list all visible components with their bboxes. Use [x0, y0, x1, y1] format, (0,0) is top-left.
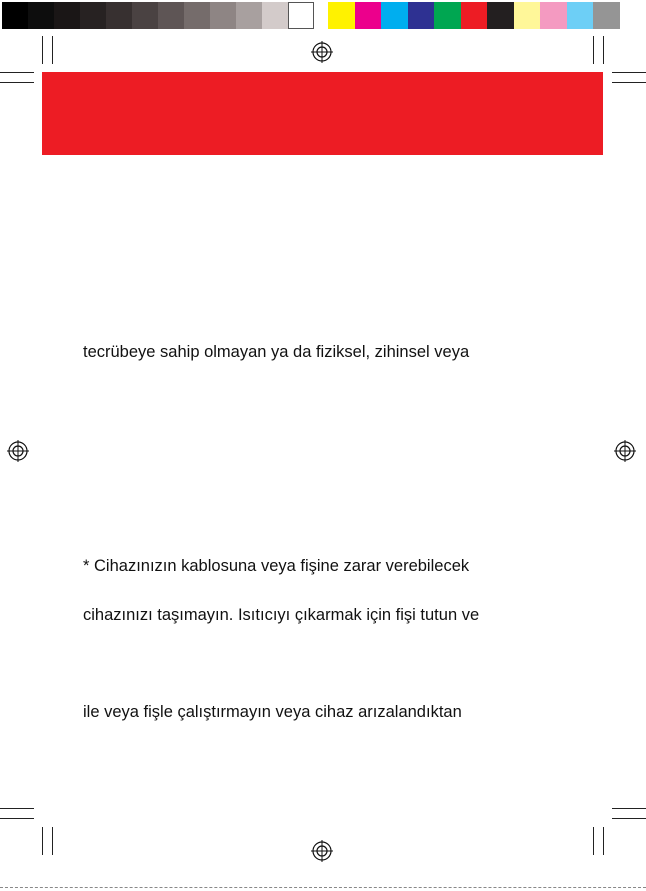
crop-mark: [593, 827, 594, 855]
registration-target-icon: [311, 41, 333, 63]
gray-swatch: [106, 2, 132, 29]
registration-target-icon: [311, 840, 333, 862]
color-swatch: [355, 2, 382, 29]
crop-mark: [593, 36, 594, 64]
crop-mark: [42, 827, 43, 855]
color-swatch: [434, 2, 461, 29]
color-swatch: [328, 2, 355, 29]
color-swatch: [514, 2, 541, 29]
body-text-line: ile veya fişle çalıştırmayın veya cihaz arızalandıktan: [83, 703, 462, 721]
color-swatch: [487, 2, 514, 29]
registration-target-icon: [7, 440, 29, 462]
crop-mark: [0, 82, 34, 83]
color-swatch: [461, 2, 488, 29]
color-swatch: [593, 2, 620, 29]
color-swatch: [381, 2, 408, 29]
body-text-line: tecrübeye sahip olmayan ya da fiziksel, zihinsel veya: [83, 343, 470, 361]
color-swatch: [567, 2, 594, 29]
body-text-line: cihazınızı taşımayın. Isıtıcıyı çıkarmak için fişi tutun ve: [83, 606, 480, 624]
crop-mark: [52, 827, 53, 855]
crop-mark: [0, 818, 34, 819]
color-swatch: [540, 2, 567, 29]
registration-target-icon: [614, 440, 636, 462]
gray-swatch: [2, 2, 28, 29]
gray-swatch: [184, 2, 210, 29]
crop-mark: [52, 36, 53, 64]
crop-mark: [0, 72, 34, 73]
gray-swatch: [54, 2, 80, 29]
color-swatch: [408, 2, 435, 29]
gray-swatch: [288, 2, 314, 29]
red-header-band: [42, 72, 603, 155]
crop-mark: [612, 818, 646, 819]
gray-swatch: [262, 2, 288, 29]
gray-swatch: [236, 2, 262, 29]
crop-mark: [603, 36, 604, 64]
crop-mark: [0, 808, 34, 809]
crop-mark: [42, 36, 43, 64]
crop-mark: [603, 827, 604, 855]
crop-mark: [612, 82, 646, 83]
gray-swatch: [28, 2, 54, 29]
gray-swatch: [210, 2, 236, 29]
gray-swatch: [158, 2, 184, 29]
crop-mark: [612, 72, 646, 73]
crop-mark: [612, 808, 646, 809]
trim-line: [0, 887, 646, 888]
printer-color-bar: [0, 0, 646, 31]
body-text-line: * Cihazınızın kablosuna veya fişine zarar verebilecek: [83, 557, 470, 575]
gray-swatch: [132, 2, 158, 29]
gray-swatch: [80, 2, 106, 29]
